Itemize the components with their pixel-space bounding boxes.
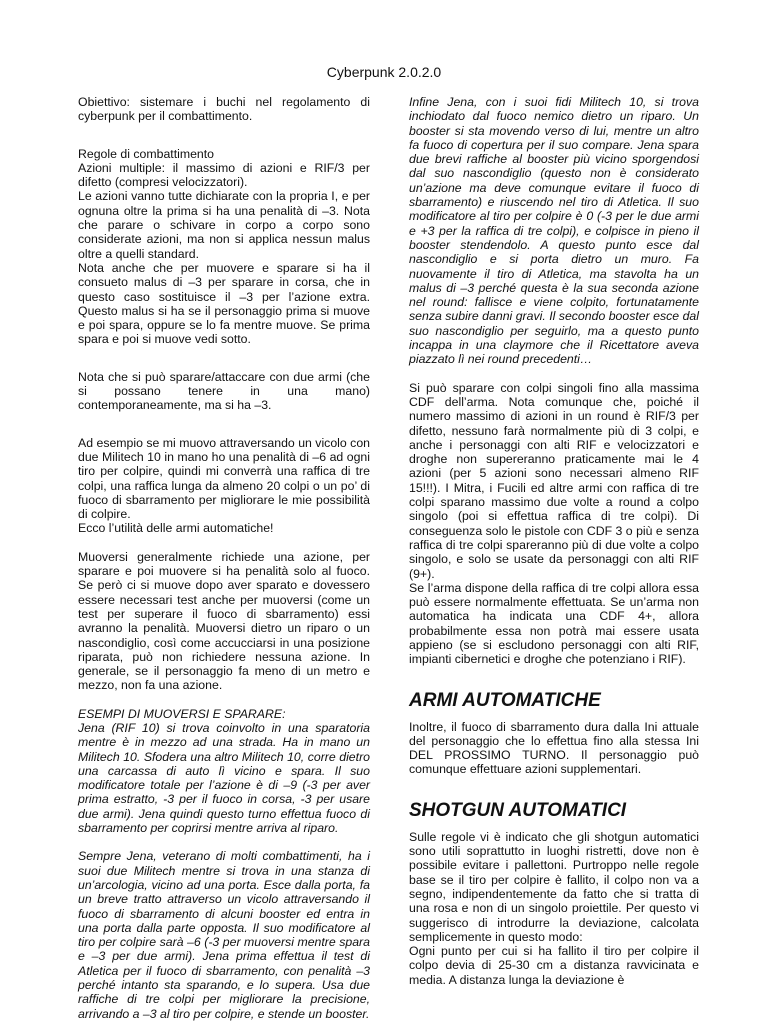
suppressive-fire-paragraph: Inoltre, il fuoco di sbarramento dura dalla Ini attuale del personaggio che lo effettua fino alla stessa Ini DEL PROSSIMO TURNO. Il personaggio può comunque effettuare azioni supplementari. [409, 719, 699, 777]
multiple-actions-paragraph: Azioni multiple: il massimo di azioni e RIF/3 per difetto (compresi velocizzatori). [78, 160, 370, 190]
intro-paragraph: Obiettivo: sistemare i buchi nel regolamento di cyberpunk per il combattimento. [78, 95, 370, 124]
example-1-paragraph: Jena (RIF 10) si trova coinvolto in una sparatoria mentre è in mezzo ad una strada. Ha in mano un Militech 10. Sfodera una altro Militech 10, corre dietro una carcassa di auto lì vicino e spara. Il suo modificatore totale per l’azione è di –9 (-3 per aver prima estratto, -3 per il fuoco in corsa, -3 per usare due armi). Jena quindi questo turno effettua fuoco di sbarramento per coprirsi mentre arriva al riparo. [78, 720, 370, 836]
shotgun-rules-paragraph: Sulle regole vi è indicato che gli shotgun automatici sono utili soprattutto in luoghi ristretti, dove non è possibile evitare i pallettoni. Purtroppo nelle regole base se il tiro per colpire è fallito, il colpo non va a segno, indipendentemente da fatto che si tratta di una rosa e non di un singolo proiettile. Per questo vi suggerisco di introdurre la deviazione, calcolata semplicemente in questo modo: [409, 829, 699, 944]
example-paragraph: Ad esempio se mi muovo attraversando un vicolo con due Militech 10 in mano ho una penalità di –6 ad ogni tiro per colpire, quindi mi converrà una raffica di tre colpi, una raffica lunga da almeno 20 colpi o un po’ di fuoco di sbarramento per migliorare le mie possibilità di colpire. [78, 435, 370, 522]
move-and-shoot-paragraph: Nota anche che per muovere e sparare si ha il consueto malus di –3 per sparare in corsa, che in questo caso sostituisce il –3 per l’azione extra. Questo malus si ha se il personaggio prima si muove e poi spara, oppure se lo fa mentre muove. Se prima spara e poi si muove vedi sotto. [78, 260, 370, 347]
automatic-weapons-note: Ecco l’utilità delle armi automatiche! [78, 521, 274, 536]
two-weapons-paragraph: Nota che si può sparare/attaccare con due armi (che si possano tenere in una mano) contemporaneamente, ma si ha –3. [78, 369, 370, 413]
left-column [78, 95, 370, 1021]
deviation-paragraph: Ogni punto per cui si ha fallito il tiro per colpire il colpo devia di 25-30 cm a distanza ravvicinata e media. A distanza lunga la deviazione è [409, 944, 699, 987]
single-shots-paragraph: Si può sparare con colpi singoli fino alla massima CDF dell’arma. Nota comunque che, poiché il numero massimo di azioni in un round è RIF/3 per difetto, nessuno farà normalmente più di 3 colpi, e anche i personaggi con alti RIF e velocizzatori e droghe non supereranno praticamente mai le 4 azioni (per 5 azioni sono necessari almeno RIF 15!!!). I Mitra, i Fucili ed altre armi con raffica di tre colpi sparano massimo due volte a round a colpo singolo (poi si effettua raffica di tre colpi). Di conseguenza solo le pistole con CDF 3 o più e senza raffica di tre colpi spareranno più di due volte a colpo singolo, e solo se usate da personaggi con alti RIF (9+). [409, 380, 699, 581]
page-title: Cyberpunk 2.0.2.0 [326, 64, 442, 80]
section-heading-combat-rules: Regole di combattimento [78, 146, 215, 161]
actions-declaration-paragraph: Le azioni vanno tutte dichiarate con la propria I, e per ognuna oltre la prima si ha una penalità di –3. Nota che parare o schivare in corpo a corpo sono considerate azioni, ma non si applica nessun malus oltre a quelli standard. [78, 189, 370, 261]
example-2-paragraph: Sempre Jena, veterano di molti combattimenti, ha i suoi due Militech mentre si trova in una stanza di un’arcologia, vicino ad una porta. Esce dalla porta, fa un breve tratto attraverso un vicolo attraversando il fuoco di sbarramento di alcuni booster ed entra in una porta dalla parte opposta. Il suo modificatore al tiro per colpire sarà –6 (-3 per muoversi mentre spara e –3 per due armi). Jena prima effettua il test di Atletica per il fuoco di sbarramento, con penalità –3 perché intanto sta sparando, e lo supera. Usa due raffiche di tre colpi per migliorare la precisione, arrivando a –3 al tiro per colpire, e stende un booster. [78, 849, 370, 1021]
movement-paragraph: Muoversi generalmente richiede una azione, per sparare e poi muovere si ha penalità solo al fuoco. Se però ci si muove dopo aver sparato e dovessero essere necessari test anche per muoversi (come un test per superare il fuoco di sbarramento) essi avranno la penalità. Muoversi dietro un riparo o un nascondiglio, così come accucciarsi in una posizione riparata, può non richiedere nessuna azione. In generale, se il personaggio fa meno di un metro e mezzo, non fa una azione. [78, 549, 370, 693]
example-3-paragraph: Infine Jena, con i suoi fidi Militech 10, si trova inchiodato dal fuoco nemico dietro un riparo. Un booster si sta movendo verso di lui, mentre un altro fa fuoco di copertura per il suo compare. Jena spara due brevi raffiche al booster più vicino sporgendosi dal suo nascondiglio (questo non è considerato un’azione ma deve comunque evitare il fuoco di sbarramento) e riuscendo nel tiro di Atletica. Il suo modificatore al tiro per colpire è 0 (-3 per le due armi e +3 per la raffica di tre colpi), e colpisce in pieno il booster stendendolo. A questo punto esce dal nascondiglio e si porta dietro un muro. Fa nuovamente il tiro di Atletica, ma stavolta ha un malus di –3 perché questa è la sua seconda azione nel round: fallisce e viene colpito, fortunatamente senza subire danni gravi. Il secondo booster esce dal suo nascondiglio per seguirlo, ma a questo punto incappa in una claymore che il Ricettatore aveva piazzato lì nei round precedenti… [409, 95, 699, 367]
examples-heading: ESEMPI DI MUOVERSI E SPARARE: [78, 706, 286, 721]
three-round-burst-paragraph: Se l’arma dispone della raffica di tre colpi allora essa può essere normalmente effettuata. Se un’arma non automatica ha indicata una CDF 4+, allora probabilmente essa non potrà mai essere usata appieno (se si escludono personaggi con alti RIF, impianti cibernetici e droghe che potenziano i RIF). [409, 580, 699, 667]
right-column [409, 95, 699, 987]
section-heading-automatic-weapons: ARMI AUTOMATICHE [409, 689, 601, 711]
section-heading-automatic-shotguns: SHOTGUN AUTOMATICI [409, 799, 627, 821]
